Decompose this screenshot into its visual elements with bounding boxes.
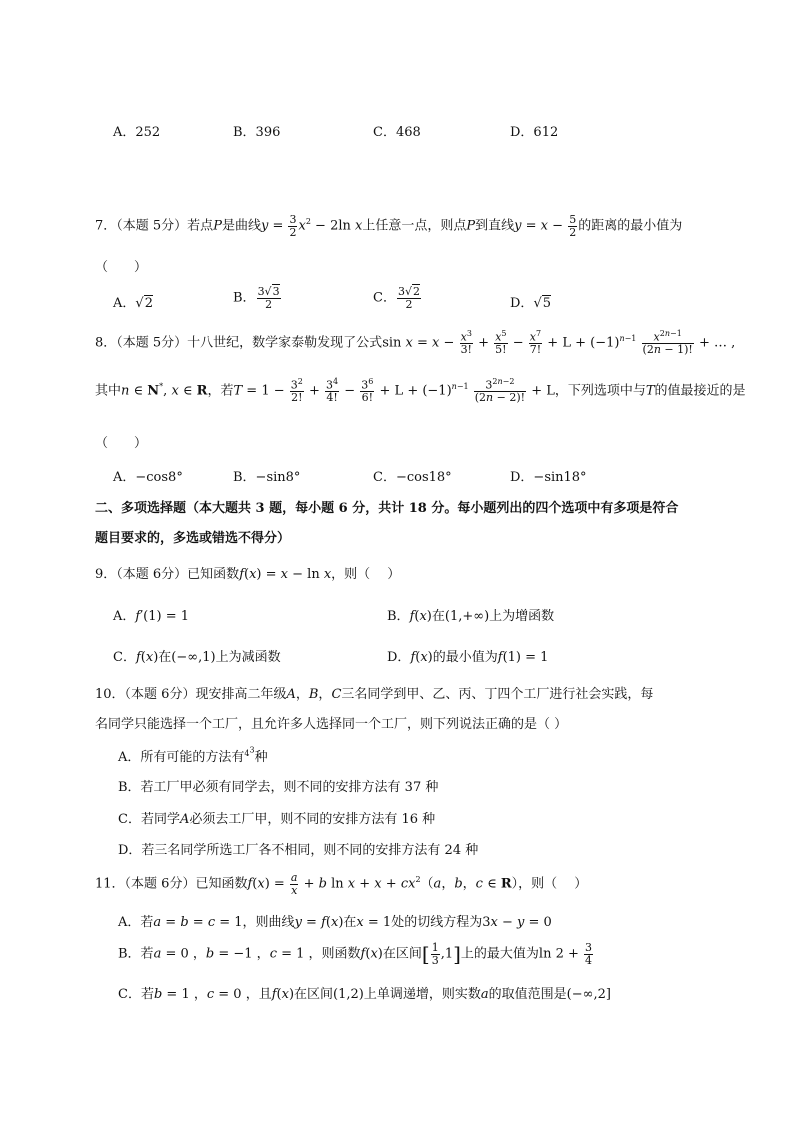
q7-stem: 7．（本题 5分）若点P是曲线y = $\frac{3}{2}$ $x^2 - 2\ln$ x上任意一点，则点P到直线y = x − $\frac{5}{2}$ 的距离的最小值为 xyxy=(95,213,683,239)
q7-option-a: A．√2 xyxy=(113,296,153,311)
q8-paren: （ ） xyxy=(95,436,148,451)
q8-option-c: C．−cos18° xyxy=(373,470,452,485)
q7-option-d: D．√5 xyxy=(510,296,552,311)
q11-option-a: A．若a = b = c = 1，则曲线y = f(x)在x = 1处的切线方程为3x − y = 0 xyxy=(118,915,552,930)
q9-option-c: C．f(x)在(−∞,1)上为减函数 xyxy=(113,650,281,665)
q8-stem: 8．（本题 5分）十八世纪，数学家泰勒发现了公式sin x = x − $\frac{x^3}{3!}$ + $\frac{x^5}{5!}$ − $\frac{x^7}{7!}$ + $L + (-1)^{n-1}$ $\frac{x^{2n-1}}{(2n - 1)!}$ + … , xyxy=(95,329,736,357)
q10-option-a: A．所有可能的方法有$^{4^3}$种 xyxy=(118,745,268,765)
q10-stem-line2: 名同学只能选择一个工厂，且允许多人选择同一个工厂，则下列说法正确的是（ ） xyxy=(95,717,568,732)
section-2-heading: 二、多项选择题（本大题共 3 题，每小题 6 分，共计 18 分。每小题列出的四个选项中有多项是符合 xyxy=(95,501,679,516)
q10-option-d: D．若三名同学所选工厂各不相同，则不同的安排方法有 24 种 xyxy=(118,843,479,858)
q8-option-a: A．−cos8° xyxy=(113,470,183,485)
q6-option-d: D．612 xyxy=(510,125,559,140)
q11-option-c: C．若b = 1 ，c = 0 ，且f(x)在区间(1,2)上单调递增，则实数a的取值范围是(−∞,2] xyxy=(118,987,611,1002)
q8-stem-line2: 其中n ∈ N*, x ∈ R，若T = 1 − $\frac{3^2}{2!}$ + $\frac{3^4}{4!}$ − $\frac{3^6}{6!}$ + $L + (-1)^{n-1}$ $\frac{3^{2n-2}}{(2n - 2)!}$ + L，下列选项中与T的值最接近的是 xyxy=(95,377,746,405)
q7-frac-3-2: $\frac{3}{2}$ xyxy=(289,213,297,239)
q8-option-b: B．−sin8° xyxy=(233,470,301,485)
q7-frac-5-2: $\frac{5}{2}$ xyxy=(569,213,577,239)
q6-option-c: C．468 xyxy=(373,125,421,140)
q9-stem: 9．（本题 6分）已知函数f(x) = x − ln x，则（ ） xyxy=(95,567,401,582)
q9-option-b: B．f(x)在(1,+∞)上为增函数 xyxy=(387,609,555,624)
q9-option-a: A．f′(1) = 1 xyxy=(113,609,189,624)
q7-paren: （ ） xyxy=(95,260,148,275)
q6-option-a: A．252 xyxy=(113,125,161,140)
q10-option-c: C．若同学A必须去工厂甲，则不同的安排方法有 16 种 xyxy=(118,812,436,827)
q9-option-d: D．f(x)的最小值为f(1) = 1 xyxy=(387,650,549,665)
section-2-heading-line2: 题目要求的，多选或错选不得分） xyxy=(95,531,291,546)
q7-option-c: C． $\frac{3√2}{2}$ xyxy=(373,285,420,311)
q10-option-b: B．若工厂甲必须有同学去，则不同的安排方法有 37 种 xyxy=(118,780,439,795)
q8-option-d: D．−sin18° xyxy=(510,470,587,485)
q7-option-b: B． $\frac{3√3}{2}$ xyxy=(233,285,280,311)
q11-option-b: B．若a = 0 ，b = −1 ，c = 1 ，则函数f(x)在区间[ $\frac{1}{3}$ ,1]上的最大值为ln 2 + $\frac{3}{4}$ xyxy=(118,941,593,967)
q6-option-b: B．396 xyxy=(233,125,281,140)
q11-stem: 11．（本题 6分）已知函数f(x) = $\frac{a}{x}$ + b $\ln x + x + cx^2(a$，b，c ∈ R），则（ ） xyxy=(95,871,588,897)
q10-stem: 10．（本题 6分）现安排高二年级A，B，C三名同学到甲、乙、丙、丁四个工厂进行社会实践，每 xyxy=(95,687,654,702)
